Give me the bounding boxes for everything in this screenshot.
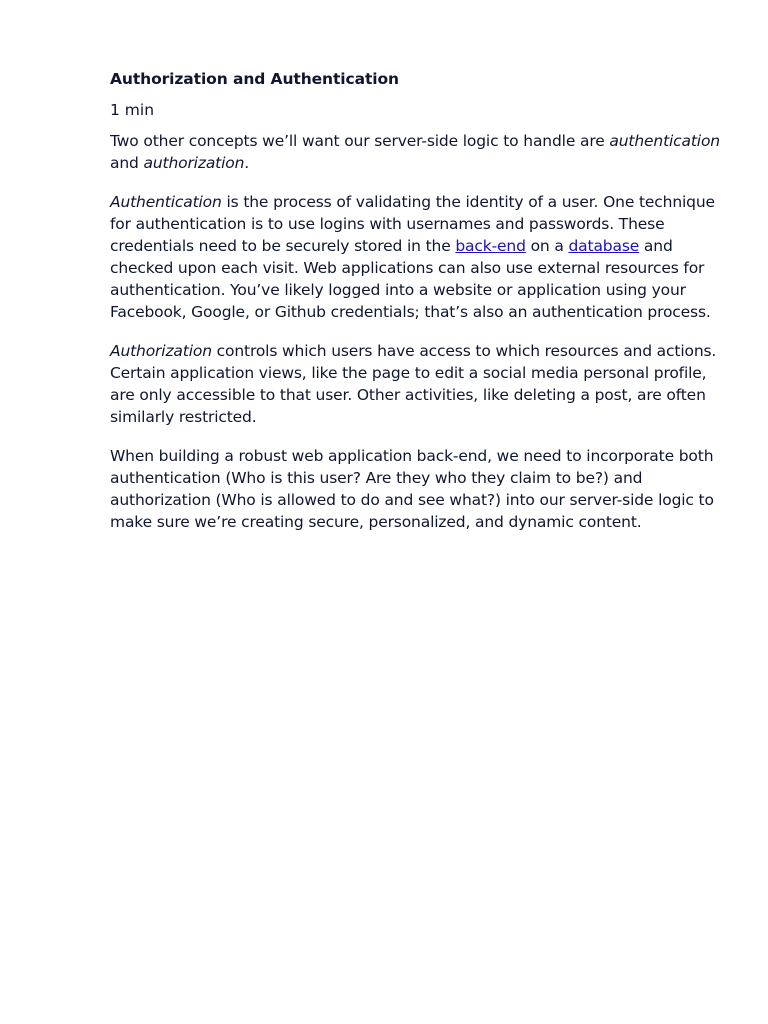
database-link[interactable]: database xyxy=(568,237,640,255)
paragraph-authorization xyxy=(110,340,722,428)
emphasis-authentication: Authentication xyxy=(110,193,222,211)
article xyxy=(110,68,722,550)
text-segment: is the process of validating the identity of a user. One technique for authentication is to use logins with usernames and passwords. These credentials need to be securely stored in the xyxy=(110,193,715,255)
paragraph-authentication xyxy=(110,191,722,323)
text-segment: and checked upon each visit. Web applications can also use external resources for authentication. You’ve likely logged into a website or application using your Facebook, Google, or Github credentials; that’s also an authentication process. xyxy=(110,237,711,321)
paragraph-intro xyxy=(110,130,722,174)
text-segment: When building a robust web application back-end, we need to incorporate both authentication (Who is this user? Are they who they claim to be?) and authorization (Who is allowed to do and see what?) into our server-side logic to make sure we’re creating secure, personalized, and dynamic content. xyxy=(110,447,714,531)
emphasis-authorization: authorization xyxy=(143,154,245,172)
text-segment: . xyxy=(244,154,250,172)
text-segment: and xyxy=(110,154,144,172)
article-title: Authorization and Authentication xyxy=(110,70,399,88)
back-end-link[interactable]: back-end xyxy=(455,237,526,255)
paragraph-summary xyxy=(110,445,722,533)
emphasis-authentication: authentication xyxy=(609,132,720,150)
text-segment: on a xyxy=(525,237,569,255)
text-segment: Two other concepts we’ll want our server-side logic to handle are xyxy=(110,132,610,150)
emphasis-authorization: Authorization xyxy=(110,342,212,360)
text-segment: controls which users have access to which resources and actions. Certain application views, like the page to edit a social media personal profile, are only accessible to that user. Other activities, like deleting a post, are often similarly restricted. xyxy=(110,342,717,426)
read-time: 1 min xyxy=(110,101,155,119)
